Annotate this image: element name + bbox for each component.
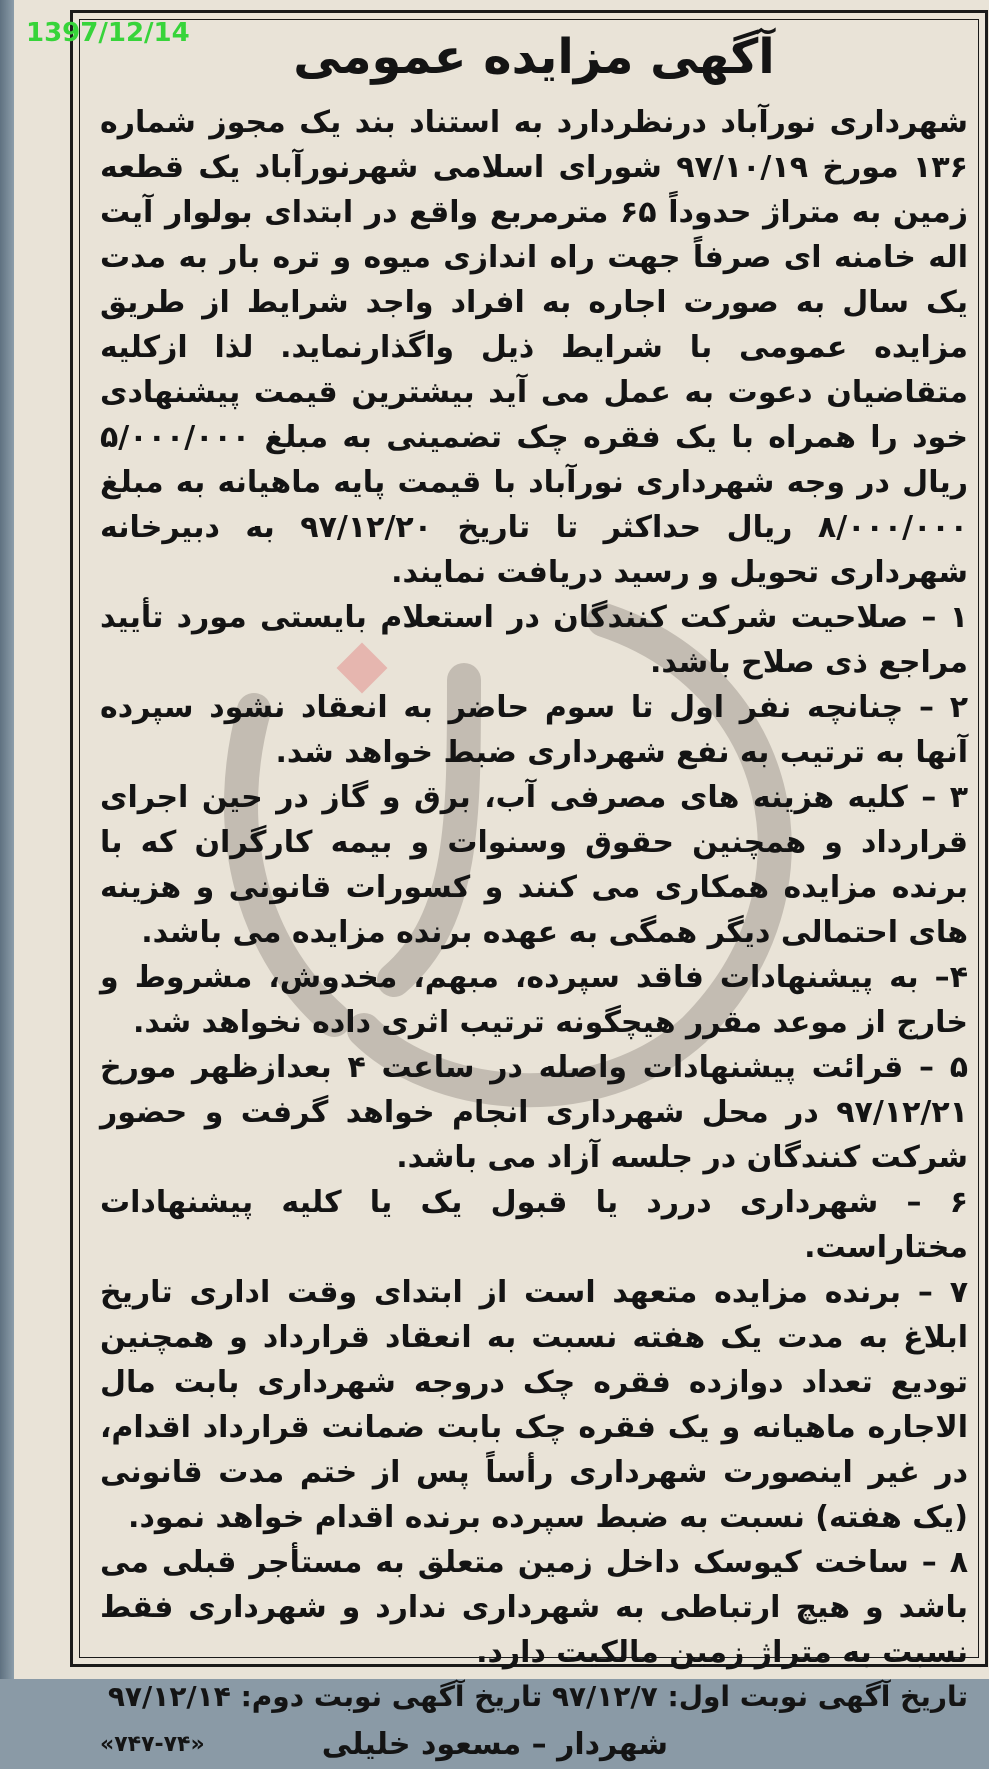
condition-7: ۷ – برنده مزایده متعهد است از ابتدای وقت اداری تاریخ ابلاغ به مدت یک هفته نسبت به انعقاد قرارداد و همچنین توديع تعداد دوازده فقره چک دروجه شهرداری بابت مال الاجاره ماهیانه و یک فقره چک بابت ضمانت قرارداد اقدام، در غیر اینصورت شهرداری رأساً پس از ختم مدت قانونی (یک هفته) نسبت به ضبط سپرده برنده اقدام خواهد نمود. [100,1275,968,1535]
publish-dates: تاریخ آگهی نوبت اول: ۹۷/۱۲/۷ تاریخ آگهی نوبت دوم: ۹۷/۱۲/۱۴ [107,1680,968,1713]
notice-footer [100,1721,968,1769]
condition-6: ۶ – شهرداری دررد یا قبول یک یا کلیه پیشنهادات مختاراست. [100,1185,968,1265]
notice-intro: شهرداری نورآباد درنظردارد به استناد بند یک مجوز شماره ۱۳۶ مورخ ۹۷/۱۰/۱۹ شورای اسلامی شهرنورآباد یک قطعه زمین به متراژ حدوداً ۶۵ مترمربع واقع در ابتدای بولوار آیت اله خامنه ای صرفاً جهت راه اندازی میوه و تره بار به مدت یک سال به صورت اجاره به افراد واجد شرایط از طریق مزایده عمومی با شرایط ذیل واگذارنماید. لذا ازکلیه متقاضیان دعوت به عمل می آید بیشترین قیمت پیشنهادی خود را همراه با یک فقره چک تضمینی به مبلغ ۵/۰۰۰/۰۰۰ ریال در وجه شهرداری نورآباد با قیمت پایه ماهیانه به مبلغ ۸/۰۰۰/۰۰۰ ریال حداکثر تا تاریخ ۹۷/۱۲/۲۰ به دبیرخانه شهرداری تحویل و رسید دریافت نمایند. [100,105,968,590]
newspaper-page [14,0,989,1762]
notice-content [100,22,968,1769]
condition-1: ۱ – صلاحیت شرکت کنندگان در استعلام بایستی مورد تأیید مراجع ذی صلاح باشد. [100,600,968,680]
condition-8: ۸ – ساخت کیوسک داخل زمین متعلق به مستأجر قبلی می باشد و هیچ ارتباطی به شهرداری ندارد و شهرداری فقط نسبت به متراژ زمین مالکیت دارد. [100,1545,968,1670]
condition-4: ۴– به پیشنهادات فاقد سپرده، مبهم، مخدوش، مشروط و خارج از موعد مقرر هیچگونه ترتیب اثری داده نخواهد شد. [100,960,968,1040]
condition-5: ۵ – قرائت پیشنهادات واصله در ساعت ۴ بعدازظهر مورخ ۹۷/۱۲/۲۱ در محل شهرداری انجام خواهد گرفت و حضور شرکت کنندگان در جلسه آزاد می باشد. [100,1050,968,1175]
condition-2: ۲ – چنانچه نفر اول تا سوم حاضر به انعقاد نشود سپرده آنها به ترتیب به نفع شهرداری ضبط خواهد شد. [100,690,968,770]
condition-3: ۳ – کلیه هزینه های مصرفی آب، برق و گاز در حین اجرای قرارداد و همچنین حقوق وسنوات و بیمه کارگران که با برنده مزایده همکاری می کنند و کسورات قانونی و هزینه های احتمالی دیگر همگی به عهده برنده مزایده می باشد. [100,780,968,950]
notice-code: «۷۴۷-۷۴» [100,1732,205,1757]
signature: شهردار – مسعود خلیلی [321,1727,668,1762]
date-stamp: 1397/12/14 [26,18,190,48]
notice-title: آگهی مزایده عمومی [293,29,775,85]
